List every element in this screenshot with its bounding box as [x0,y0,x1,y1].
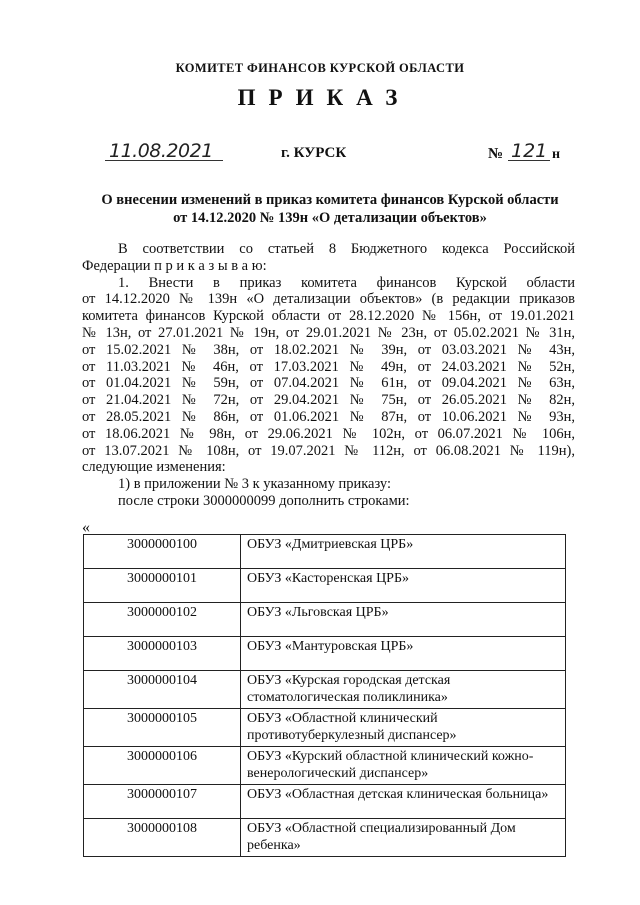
table-row [84,535,566,569]
object-name: ОБУЗ «Дмитриевская ЦРБ» [241,535,566,569]
document-title: ПРИКАЗ [237,85,411,110]
document-subject [70,191,590,227]
body-line: от 15.02.2021 № 38н, от 18.02.2021 № 39н, от 03.03.2021 № 43н, [82,341,575,358]
document-number: 121 [511,140,548,162]
body-line: от 28.05.2021 № 86н, от 01.06.2021 № 87н, от 10.06.2021 № 93н, [82,408,575,425]
body-line: 1. Внести в приказ комитета финансов Курской области [118,274,575,291]
number-underline [508,160,550,161]
body-line: от 11.03.2021 № 46н, от 17.03.2021 № 49н, от 24.03.2021 № 52н, [82,358,575,375]
document-city: г. КУРСК [281,145,347,161]
document-date: 11.08.2021 [109,140,213,162]
object-code: 3000000103 [84,637,241,671]
number-label: № [488,146,504,162]
date-underline [105,160,223,161]
body-line: 1) в приложении № 3 к указанному приказу: [118,476,392,493]
object-name: ОБУЗ «Мантуровская ЦРБ» [241,637,566,671]
opening-quote: « [82,519,90,536]
body-line: В соответствии со статьей 8 Бюджетного кодекса Российской [118,241,575,257]
object-name: ОБУЗ «Областная детская клиническая больница» [241,785,566,819]
object-name: ОБУЗ «Касторенская ЦРБ» [241,569,566,603]
object-name: ОБУЗ «Курская городская детская стоматологическая поликлиника» [241,671,566,709]
body-line: от 01.04.2021 № 59н, от 07.04.2021 № 61н, от 09.04.2021 № 63н, [82,375,575,392]
object-code: 3000000104 [84,671,241,709]
committee-header: КОМИТЕТ ФИНАНСОВ КУРСКОЙ ОБЛАСТИ [175,61,465,75]
table-row [84,671,566,709]
subject-line-2: от 14.12.2020 № 139н «О детализации объектов» [173,210,487,226]
object-code: 3000000107 [84,785,241,819]
body-line: от 21.04.2021 № 72н, от 29.04.2021 № 75н, от 26.05.2021 № 82н, [82,392,575,409]
body-line: следующие изменения: [82,459,226,476]
document-body [82,241,575,510]
object-code: 3000000105 [84,709,241,747]
table-row [84,709,566,747]
body-line: № 13н, от 27.01.2021 № 19н, от 29.01.2021 № 23н, от 05.02.2021 № 31н, [82,324,575,341]
object-name: ОБУЗ «Льговская ЦРБ» [241,603,566,637]
table-row [84,603,566,637]
body-line: комитета финансов Курской области от 28.12.2020 № 156н, от 19.01.2021 [82,308,575,325]
object-code: 3000000101 [84,569,241,603]
object-name: ОБУЗ «Областной специализированный Дом ребенка» [241,819,566,857]
objects-table [83,534,566,857]
body-line: Федерации п р и к а з ы в а ю: [82,257,267,274]
object-code: 3000000102 [84,603,241,637]
subject-line-1: О внесении изменений в приказ комитета финансов Курской области [101,192,559,208]
table-row [84,819,566,857]
table-row [84,785,566,819]
table-row [84,747,566,785]
body-line: от 18.06.2021 № 98н, от 29.06.2021 № 102н, от 06.07.2021 № 106н, [82,425,575,442]
object-code: 3000000100 [84,535,241,569]
number-suffix: н [552,147,561,162]
body-line: после строки 3000000099 дополнить строками: [118,492,410,509]
table-row [84,569,566,603]
body-line: от 14.12.2020 № 139н «О детализации объектов» (в редакции приказов [82,291,575,308]
object-name: ОБУЗ «Областной клинический противотуберкулезный диспансер» [241,709,566,747]
table-row [84,637,566,671]
body-line: от 13.07.2021 № 108н, от 19.07.2021 № 112н, от 06.08.2021 № 119н), [82,442,575,459]
object-code: 3000000106 [84,747,241,785]
object-code: 3000000108 [84,819,241,857]
object-name: ОБУЗ «Курский областной клинический кожно-венерологический диспансер» [241,747,566,785]
